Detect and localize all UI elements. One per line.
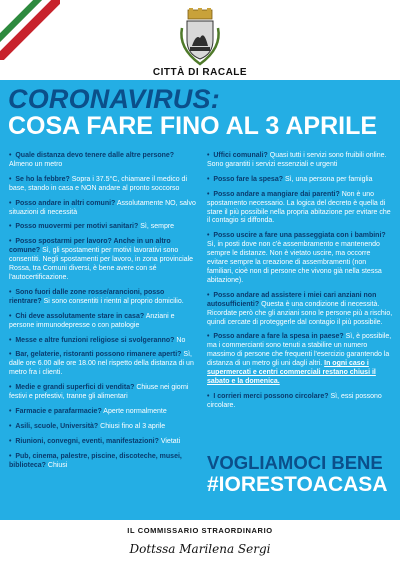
faq-answer: Sì, sempre <box>140 223 175 231</box>
faq-item <box>207 232 393 285</box>
faq-answer: Chiusi <box>47 461 68 469</box>
faq-answer: Sì, in posti dove non c'è assembramento e mantenendo sempre le distanze. Non è vietato uscire, ma occorre evitare sempre la creazione di assembramenti (non familiari, cioè non di persone che vivono già nella stessa abitazione). <box>207 241 382 284</box>
commissioner-title: IL COMMISSARIO STRAORDINARIO <box>127 526 273 535</box>
faq-question: • Pub, cinema, palestre, piscine, discoteche, musei, biblioteca? <box>9 453 182 469</box>
faq-item <box>207 333 393 386</box>
faq-item <box>9 337 197 346</box>
faq-item <box>207 292 393 328</box>
faq-question: • Sono fuori dalle zone rosse/arancioni, posso rientrare? <box>9 289 164 305</box>
faq-question: • Posso andare a fare la spesa in paese? <box>207 333 344 340</box>
title-coronavirus: CORONAVIRUS: <box>8 84 220 114</box>
faq-question: • Uffici comunali? <box>207 152 268 159</box>
faq-question: • I corrieri merci possono circolare? <box>207 393 329 400</box>
faq-item <box>9 453 197 471</box>
faq-answer: Si sono consentiti i rientri al proprio domicilio. <box>43 297 184 305</box>
faq-question: • Posso muovermi per motivi sanitari? <box>9 223 138 230</box>
faq-item <box>207 176 393 185</box>
faq-item <box>9 384 197 402</box>
faq-answer: Assolutamente NO, salvo situazioni di necessità <box>9 199 196 216</box>
faq-question: • Posso fare la spesa? <box>207 176 283 183</box>
slogan-vogliamoci-bene: VOGLIAMOCI BENE <box>207 452 383 473</box>
italian-flag-ribbon-icon <box>0 0 60 60</box>
faq-answer: Sopra i 37.5°C, chiamare il medico di base, stando in casa e NON andare al pronto soccorso <box>9 175 188 192</box>
faq-question: • Posso uscire a fare una passeggiata con i bambini? <box>207 232 386 239</box>
faq-answer: Vietati <box>160 437 181 445</box>
faq-answer: Questa è una condizione di necessità. Ricordate però che gli anziani sono le persone più a rischio, quindi cercate di proteggerle dal contagio il più possibile. <box>207 300 393 326</box>
faq-item <box>9 313 197 331</box>
slogan-hashtag: #IORESTOACASA <box>207 473 388 496</box>
faq-item <box>9 438 197 447</box>
faq-item <box>207 152 393 170</box>
faq-question: • Posso andare in altri comuni? <box>9 200 115 207</box>
faq-item <box>9 289 197 307</box>
faq-right-column <box>207 152 393 417</box>
faq-question: • Farmacie e parafarmacie? <box>9 408 102 415</box>
faq-question: • Posso andare ad assistere i miei cari anziani non autosufficienti? <box>207 292 376 308</box>
faq-item <box>207 393 393 411</box>
faq-answer: Quasi tutti i servizi sono fruibili online. Sono garantiti i servizi essenziali e urgenti <box>207 152 387 168</box>
city-name: CITTÀ DI RACALE <box>152 67 248 78</box>
faq-answer: Almeno un metro <box>9 160 63 168</box>
faq-item <box>9 152 197 170</box>
faq-item <box>9 223 197 232</box>
faq-item <box>207 191 393 227</box>
faq-answer: Sì, è possibile, ma i commercianti sono tenuti a stabilire un numero massimo di persone che frequenti l'esercizio garantendo la distanza di un metro gli uni dagli altri. <box>207 333 392 368</box>
faq-question: • Medie e grandi superfici di vendita? <box>9 384 134 391</box>
faq-item <box>9 408 197 417</box>
faq-answer: Non è uno spostamento necessario. La logica del decreto è quella di stare il più possibile nella propria abitazione per evitare che il contagio si diffonda. <box>207 190 391 225</box>
faq-answer: Sì, dalle ore 6.00 alle ore 18.00 nel rispetto della distanza di un metro fra i clienti. <box>9 351 194 377</box>
faq-question: • Quale distanza devo tenere dalle altre persone? <box>9 152 174 159</box>
faq-question: • Posso andare a mangiare dai parenti? <box>207 191 340 198</box>
faq-answer-emphasis: In ogni caso i supermercati e centri commerciali restano chiusi il sabato e la domenica. <box>207 360 376 385</box>
faq-question: • Chi deve assolutamente stare in casa? <box>9 313 144 320</box>
faq-question: • Asili, scuole, Università? <box>9 423 98 430</box>
faq-answer: No <box>176 336 186 344</box>
faq-answer: Anziani e persone immunodepresse o con patologie <box>9 312 175 329</box>
faq-answer: Sì, gli spostamenti per motivi lavorativi sono consentiti. Negli spostamenti per lavoro, in zona provinciale Rossa, tra Comuni diversi, è bene avere con sé l'autocertificazione. <box>9 247 194 281</box>
faq-question: • Riunioni, convegni, eventi, manifestazioni? <box>9 438 159 445</box>
faq-item <box>9 176 197 194</box>
city-crest-icon <box>176 8 224 66</box>
signature-name: Dottssa Marilena Sergi <box>129 542 271 556</box>
faq-answer: Aperte normalmente <box>103 407 167 415</box>
faq-question: • Posso spostarmi per lavoro? Anche in un altro comune? <box>9 238 171 254</box>
faq-question: • Bar, gelaterie, ristoranti possono rimanere aperti? <box>9 351 181 358</box>
faq-left-column <box>9 152 197 476</box>
faq-answer: Sì, essi possono circolare. <box>207 392 382 409</box>
faq-question: • Messe e altre funzioni religiose si svolgeranno? <box>9 337 174 344</box>
faq-item <box>9 238 197 283</box>
faq-question: • Se ho la febbre? <box>9 176 70 183</box>
faq-item <box>9 423 197 432</box>
faq-item <box>9 200 197 218</box>
title-subtitle: COSA FARE FINO AL 3 APRILE <box>8 112 378 140</box>
faq-answer: Chiuse nei giorni festivi e prefestivi, tranne gli alimentari <box>9 384 189 401</box>
faq-answer: Chiusi fino al 3 aprile <box>100 422 166 430</box>
faq-answer: Sì, una persona per famiglia <box>284 175 373 183</box>
faq-item <box>9 351 197 378</box>
